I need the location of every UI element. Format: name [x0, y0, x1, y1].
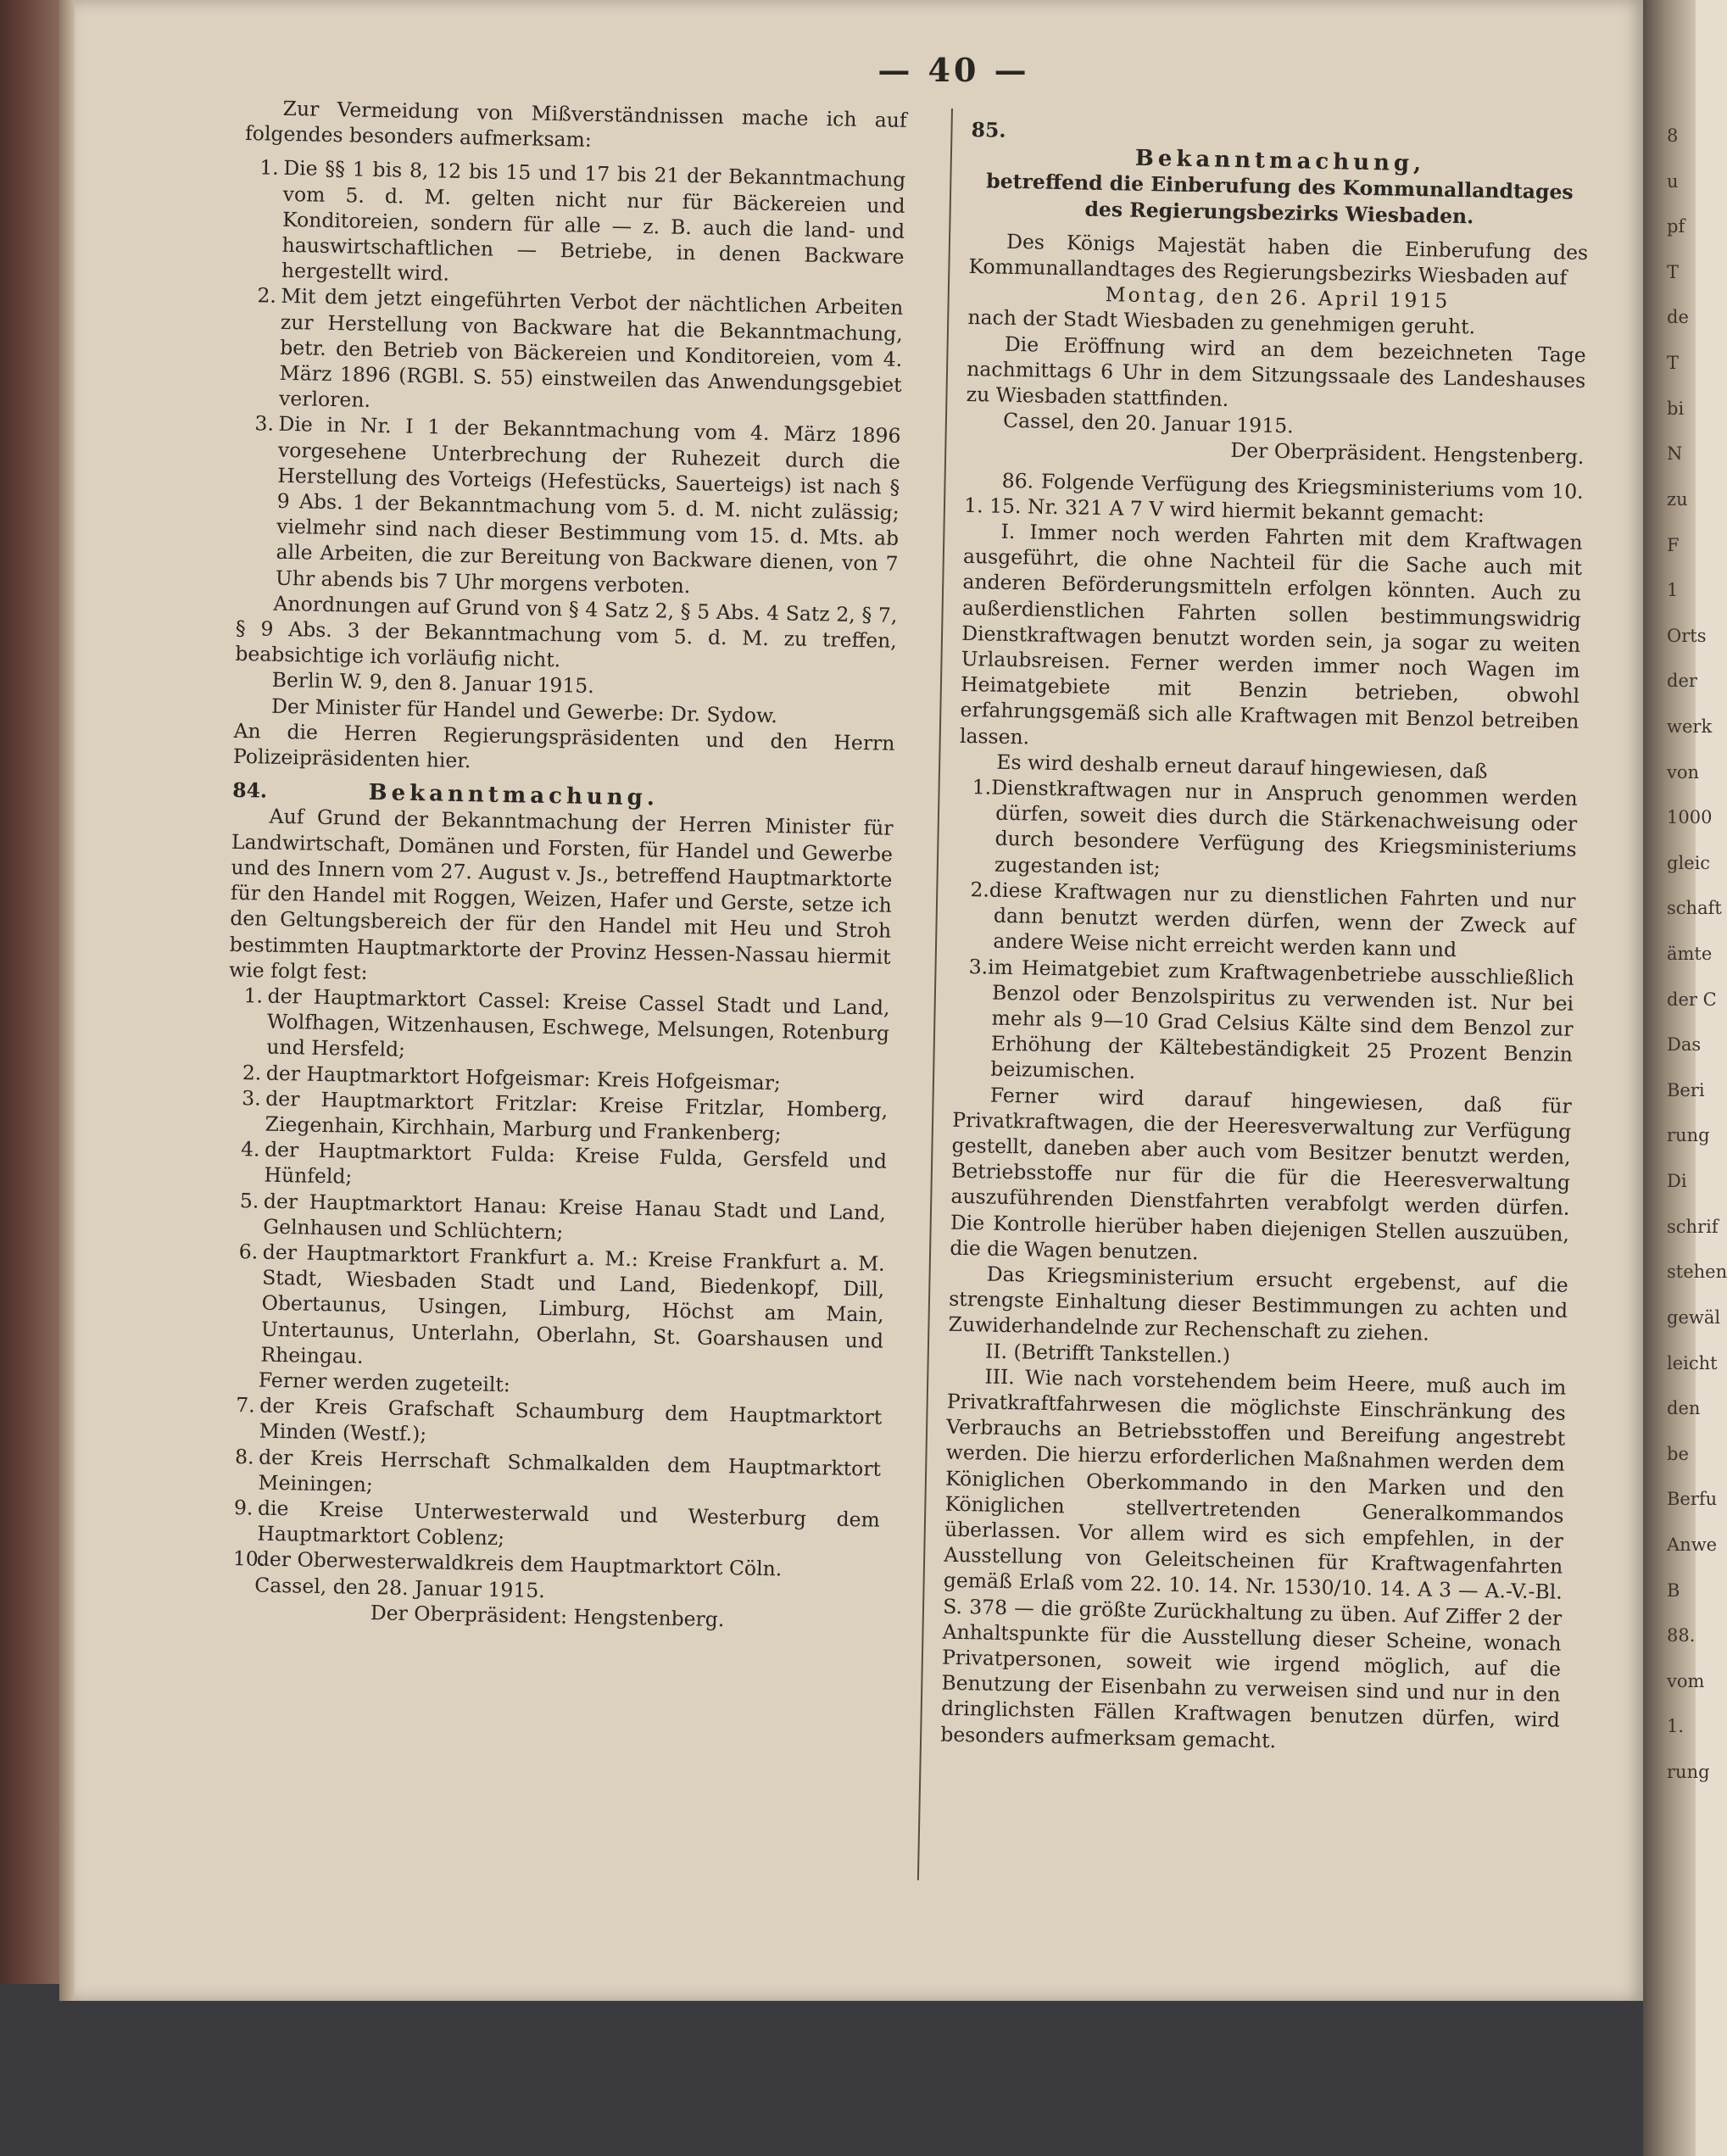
intro-text: Zur Vermeidung von Mißverständnissen mache ich auf folgendes besonders aufmerksam:: [244, 96, 907, 153]
next-page-fragment: werk: [1667, 716, 1713, 737]
next-page-fragment: 1.: [1667, 1716, 1685, 1736]
next-page-fragment: rung: [1667, 1762, 1710, 1782]
next-page-fragment: Das: [1667, 1034, 1702, 1055]
section-85-number: 85.: [971, 117, 1006, 142]
section-86-intro: 86. Folgende Verfügung des Kriegsministeriums vom 10. 1. 15. Nr. 321 A 7 V wird hiermit bekannt gemacht:: [963, 468, 1584, 527]
hinweis-line: Es wird deshalb erneut darauf hingewiesen, daß: [996, 749, 1488, 783]
ferner-line: Ferner werden zugeteilt:: [258, 1368, 511, 1397]
section-85-title: Bekanntmachung,: [1134, 145, 1426, 177]
section-85-body-2: nach der Stadt Wiesbaden zu genehmigen geruht.: [967, 305, 1476, 339]
place-date: Cassel, den 28. Januar 1915.: [254, 1573, 546, 1602]
next-page-fragment: Anwe: [1667, 1535, 1718, 1555]
list-item: 3.im Heimatgebiet zum Kraftwagenbetriebe ausschließlich Benzol oder Benzolspiritus zu verwenden ist. Nur bei mehr als 9—10 Grad Celsius Kälte sind dem Benzol zur Erhöhung der Kältebeständigkeit 25 Prozent Benzin beizumischen.: [968, 954, 1574, 1084]
list-item: 2. der Hauptmarktort Hofgeismar: Kreis Hofgeismar;: [242, 1060, 782, 1095]
section-84-header: 84. Bekanntmachung.: [231, 778, 660, 811]
next-page-fragment: rung: [1667, 1125, 1710, 1145]
list-item: 1.Dienstkraftwagen nur in Anspruch genommen werden dürfen, soweit dies durch die Stärkenachweisung oder durch besondere Verfügung des Kriegsministeriums zugestanden ist;: [972, 775, 1578, 880]
next-page-fragment: de: [1667, 307, 1689, 327]
oberpraesident-signature: Der Oberpräsident: Hengstenberg.: [370, 1600, 725, 1631]
next-page-fragment: der C: [1667, 989, 1717, 1010]
next-page-fragment: T: [1667, 262, 1680, 282]
next-page-fragment: Beri: [1667, 1080, 1705, 1100]
next-page-fragment: Orts: [1667, 626, 1707, 646]
next-page-fragment: schrif: [1667, 1217, 1719, 1237]
place-date: Cassel, den 20. Januar 1915.: [1002, 409, 1294, 438]
place-date: Berlin W. 9, den 8. Januar 1915.: [271, 668, 595, 699]
next-page-fragment: der: [1667, 671, 1697, 691]
section-86-part-3: III. Wie nach vorstehendem beim Heere, muß auch im Privatkraftfahrwesen die möglichste Einschränkung des Verbrauchs an Betriebsstoffen und Bereifung angestrebt werden. Die hierzu erforderlichen Maßnahmen werden dem Königlichen Oberkommando in den Marken und den Königlichen stellvertretenden Generalkommandos überlassen. Vor allem wird es sich empfehlen, in der Ausstellung von Geleitscheinen für Kraftwagenfahrten gemäß Erlaß vom 22. 10. 14. Nr. 1530/10. 14. A 3 — A.-V.-Bl. S. 378 — die größte Zurückhaltung zu üben. Auf Ziffer 2 der Anhaltspunkte für die Ausstellung dieser Scheine, wonach Privatpersonen, soweit wie irgend möglich, auf die Benutzung der Eisenbahn zu verweisen sind und nur in den dringlichsten Fällen Kraftwagen benutzen dürfen, wird besonders aufmerksam gemacht.: [940, 1364, 1567, 1752]
list-item: 10.der Oberwesterwaldkreis dem Hauptmarktort Cöln.: [232, 1546, 783, 1581]
next-page-fragment: pf: [1667, 216, 1685, 237]
list-item: 9. die Kreise Unterwesterwald und Westerburg dem Hauptmarktort Coblenz;: [233, 1496, 881, 1551]
next-page-fragment: zu: [1667, 489, 1688, 510]
addressee: An die Herren Regierungspräsidenten und den Herrn Polizeipräsidenten hier.: [232, 718, 895, 773]
list-item: 2. Mit dem jetzt eingeführten Verbot der nächtlichen Arbeiten zur Herstellung von Backware hat die Bekanntmachung, betr. den Betrieb von Bäckereien und Konditoreien, vom 4. März 1896 (RGBl. S. 55) einstweilen das Anwendungsgebiet verloren.: [257, 283, 904, 413]
dark-background: [0, 1984, 1662, 2156]
section-86-part-1: I. Immer noch werden Fahrten mit dem Kraftwagen ausgeführt, die ohne Nachteil für die Sache auch mit anderen Beförderungsmitteln erfolgen könnten. Auch zu außerdienstlichen Fahrten sollen bestimmungswidrig Dienstkraftwagen benutzt worden sein, ja sogar zu weiten Urlaubsreisen. Ferner werden immer noch Wagen im Heimatgebiete mit Benzin betrieben, obwohl erfahrungsgemäß sich alle Kraftwagen mit Benzol betreiben lassen.: [959, 519, 1583, 749]
next-page-fragment: gleic: [1667, 853, 1711, 873]
section-85-body: Des Königs Majestät haben die Einberufung des Kommunallandtages des Regierungsbezirks Wiesbaden auf: [968, 229, 1589, 290]
ersuchen-paragraph: Das Kriegsministerium ersucht ergebenst, auf die strengste Einhaltung dieser Bestimmungen zu achten und Zuwiderhandelnde zur Rechenschaft zu ziehen.: [948, 1262, 1568, 1345]
list-item: 3. der Hauptmarktort Fritzlar: Kreise Fritzlar, Homberg, Ziegenhain, Kirchhain, Marburg und Frankenberg;: [242, 1085, 889, 1146]
next-page-fragment: den: [1667, 1398, 1701, 1418]
list-item: 6. der Hauptmarktort Frankfurt a. M.: Kreise Frankfurt a. M. Stadt, Wiesbaden Stadt und Land, Biedenkopf, Dill, Obertaunus, Usingen, Limburg, Höchst am Main, Untertaunus, Unterlahn, Oberlahn, St. Goarshausen und Rheingau.: [238, 1240, 885, 1368]
left-column: [216, 95, 906, 1635]
list-item: 3. Die in Nr. I 1 der Bekanntmachung vom 4. März 1896 vorgesehene Unterbrechung der Ruhezeit durch die Herstellung des Vorteigs (Hefestücks, Sauerteigs) ist nach § 9 Abs. 1 der Bekanntmachung vom 5. d. M. nicht zulässig; vielmehr sind nach dieser Bestimmung vom 15. d. Mts. ab alle Arbeiten, die zur Bereitung von Backware dienen, von 7 Uhr abends bis 7 Uhr morgens verboten.: [254, 411, 901, 598]
section-86-part-2: II. (Betrifft Tankstellen.): [984, 1339, 1231, 1368]
next-page-fragment: Di: [1667, 1171, 1687, 1191]
list-item: 2.diese Kraftwagen nur zu dienstlichen Fahrten und nur dann benutzt werden dürfen, wenn der Zweck auf andere Weise nicht erreicht werden kann und: [970, 877, 1576, 962]
list-item: 1. Die §§ 1 bis 8, 12 bis 15 und 17 bis 21 der Bekanntmachung vom 5. d. M. gelten nicht nur für Bäckereien und Konditoreien, sondern für alle — z. B. auch die land- und hauswirtschaftlichen — Betriebe, in denen Backware hergestellt wird.: [259, 155, 906, 286]
next-page-fragment: bi: [1667, 398, 1685, 419]
section-84-title: Bekanntmachung.: [368, 780, 660, 811]
landtag-date: Montag, den 26. April 1915: [1105, 282, 1451, 314]
page-edge: [59, 0, 75, 2001]
next-page-fragment: B: [1667, 1580, 1680, 1601]
next-page-fragment: 88.: [1667, 1625, 1696, 1646]
next-page-fragment: von: [1667, 762, 1700, 783]
next-page-fragment: be: [1667, 1444, 1689, 1464]
list-item: 1. der Hauptmarktort Cassel: Kreise Cassel Stadt und Land, Wolfhagen, Witzenhausen, Eschwege, Melsungen, Rotenburg und Hersfeld;: [243, 983, 890, 1062]
page-number: — 40 —: [877, 51, 1030, 89]
list-item: 8. der Kreis Herrschaft Schmalkalden dem Hauptmarktort Meiningen;: [234, 1444, 882, 1496]
next-page-fragment: gewäl: [1667, 1307, 1721, 1328]
minister-signature: Der Minister für Handel und Gewerbe: Dr. Sydow.: [270, 694, 778, 727]
next-page-fragment: ämte: [1667, 944, 1713, 964]
next-page-fragment: Berfu: [1667, 1489, 1718, 1509]
section-85-body-3: Die Eröffnung wird an dem bezeichneten Tage nachmittags 6 Uhr in dem Sitzungssaale des Landeshauses zu Wiesbaden stattfinden.: [966, 331, 1587, 411]
next-page-fragment: u: [1667, 171, 1679, 192]
next-page-fragment: T: [1667, 353, 1680, 373]
next-page-fragment: schaft: [1667, 898, 1722, 918]
list-item: 5. der Hauptmarktort Hanau: Kreise Hanau Stadt und Land, Gelnhausen und Schlüchtern;: [239, 1188, 887, 1245]
section-84-body: Auf Grund der Bekanntmachung der Herren Minister für Landwirtschaft, Domänen und Forsten, für Handel und Gewerbe und des Innern vom 27. August v. Js., betreffend Hauptmarktorte für den Handel mit Roggen, Weizen, Hafer und Gerste, setze ich den Geltungsbereich der für den Handel mit Heu und Stroh bestimmten Hauptmarktorte der Provinz Hessen-Nassau hiermit wie folgt fest:: [228, 805, 894, 984]
oberpraesident-signature: Der Oberpräsident. Hengstenberg.: [1230, 438, 1585, 470]
next-page-fragment: 1000: [1667, 807, 1713, 827]
next-page-fragment: F: [1667, 535, 1680, 555]
right-column: [940, 117, 1591, 1758]
next-page-fragment: 1: [1667, 580, 1679, 600]
list-item: 7. der Kreis Grafschaft Schaumburg dem Hauptmarktort Minden (Westf.);: [236, 1393, 883, 1446]
next-page-fragment: N: [1667, 443, 1683, 464]
book-binding: [0, 0, 59, 2156]
next-page-fragment: leicht: [1667, 1353, 1718, 1373]
next-page-fragment: vom: [1667, 1671, 1705, 1691]
section-85-subtitle: betreffend die Einberufung des Kommunallandtages des Regierungsbezirks Wiesbaden.: [986, 169, 1574, 228]
list-item: 4. der Hauptmarktort Fulda: Kreise Fulda, Gersfeld und Hünfeld;: [240, 1137, 888, 1189]
anordnungen-paragraph: Anordnungen auf Grund von § 4 Satz 2, § 5 Abs. 4 Satz 2, § 7, § 9 Abs. 3 der Bekanntmachung vom 5. d. M. zu treffen, beabsichtige ich vorläufig nicht.: [235, 591, 898, 672]
next-page-fragment: 8: [1667, 125, 1679, 146]
privat-paragraph: Ferner wird darauf hingewiesen, daß für Privatkraftwagen, die der Heeresverwaltung zur Verfügung gestellt, daneben aber auch vom Besitzer benutzt werden, Betriebsstoffe nur für die für die Heeresverwaltung auszuführenden Dienstfahrten verabfolgt werden dürfen. Die Kontrolle hierüber haben diejenigen Stellen auszuüben, die die Wagen benutzen.: [950, 1083, 1573, 1265]
next-page-fragment: stehen: [1667, 1262, 1727, 1282]
